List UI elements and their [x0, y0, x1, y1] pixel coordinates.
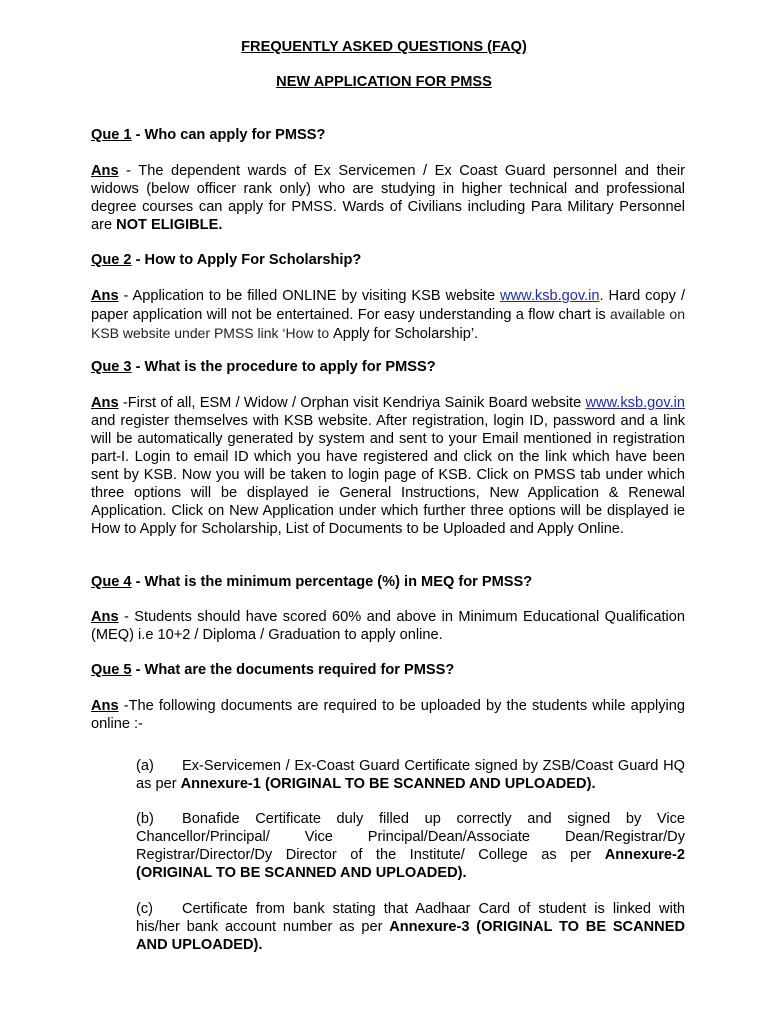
question-text: What is the minimum percentage (%) in MEQ for PMSS?: [144, 574, 533, 590]
question-label: Que 2: [91, 252, 132, 268]
answer-4: Ans - Students should have scored 60% and above in Minimum Educational Qualification (MEQ) i.e 10+2 / Diploma / Graduation to apply online.: [91, 609, 685, 643]
question-2: Que 2 - How to Apply For Scholarship?: [91, 252, 362, 268]
document-subtitle: NEW APPLICATION FOR PMSS: [276, 74, 492, 90]
answer-label: Ans: [91, 163, 119, 179]
question-5: Que 5 - What are the documents required for PMSS?: [91, 662, 455, 678]
answer-label: Ans: [91, 698, 119, 714]
answer-1: Ans - The dependent wards of Ex Servicemen / Ex Coast Guard personnel and their widows (below officer rank only) who are studying in higher technical and professional degree courses can apply for PMSS. Wards of Civilians including Para Military Personnel are NOT ELIGIBLE.: [91, 163, 685, 233]
item-marker: (c): [136, 901, 154, 917]
annexure-2-note: Annexure-2 (ORIGINAL TO BE SCANNED AND UPLOADED).: [136, 847, 685, 881]
question-text: How to Apply For Scholarship?: [144, 252, 362, 268]
answer-label: Ans: [91, 288, 119, 304]
annexure-1-note: Annexure-1 (ORIGINAL TO BE SCANNED AND UPLOADED).: [180, 776, 596, 792]
ksb-website-link[interactable]: www.ksb.gov.in: [500, 288, 600, 304]
answer-label: Ans: [91, 609, 119, 625]
answer-label: Ans: [91, 395, 119, 411]
not-eligible-emphasis: NOT ELIGIBLE.: [116, 217, 223, 233]
question-1: Que 1 - Who can apply for PMSS?: [91, 127, 326, 143]
question-4: Que 4 - What is the minimum percentage (%) in MEQ for PMSS?: [91, 574, 533, 590]
document-title: FREQUENTLY ASKED QUESTIONS (FAQ): [241, 39, 527, 55]
item-marker: (a): [136, 758, 154, 774]
item-marker: (b): [136, 811, 154, 827]
question-text: What is the procedure to apply for PMSS?: [144, 359, 436, 375]
document-item-a: (a) Ex-Servicemen / Ex-Coast Guard Certificate signed by ZSB/Coast Guard HQ as per Annexure-1 (ORIGINAL TO BE SCANNED AND UPLOADED).: [136, 758, 685, 792]
annexure-3-note: Annexure-3 (ORIGINAL TO BE SCANNED AND UPLOADED).: [136, 919, 685, 953]
answer-2: Ans - Application to be filled ONLINE by visiting KSB website www.ksb.gov.in. Hard copy / paper application will not be entertained. For easy understanding a flow chart is available on KSB website under PMSS link ‘How to Apply for Scholarship’.: [91, 288, 685, 342]
question-label: Que 5: [91, 662, 132, 678]
question-label: Que 3: [91, 359, 132, 375]
document-item-b: (b) Bonafide Certificate duly filled up correctly and signed by Vice Chancellor/Principal/ Vice Principal/Dean/Associate Dean/Registrar/Dy Registrar/Director/Dy Director of the Institute/ College as per Annexure-2 (ORIGINAL TO BE SCANNED AND UPLOADED).: [136, 811, 685, 881]
question-label: Que 1: [91, 127, 132, 143]
answer-3: Ans -First of all, ESM / Widow / Orphan visit Kendriya Sainik Board website www.ksb.gov.in and register themselves with KSB website. After registration, login ID, password and a link will be automatically generated by system and sent to your Email mentioned in registration part-I. Login to email ID which you have registered and click on the link which have been sent by KSB. Now you will be taken to login page of KSB. Click on PMSS tab under which three options will be displayed ie General Instructions, New Application & Renewal Application. Click on New Application under which further three options will be displayed ie How to Apply for Scholarship, List of Documents to be Uploaded and Apply Online.: [91, 395, 685, 537]
question-label: Que 4: [91, 574, 132, 590]
document-item-c: (c) Certificate from bank stating that Aadhaar Card of student is linked with his/her bank account number as per Annexure-3 (ORIGINAL TO BE SCANNED AND UPLOADED).: [136, 901, 685, 953]
question-text: What are the documents required for PMSS?: [144, 662, 455, 678]
question-3: Que 3 - What is the procedure to apply for PMSS?: [91, 359, 436, 375]
answer-5: Ans -The following documents are required to be uploaded by the students while applying online :-: [91, 698, 685, 732]
ksb-website-link[interactable]: www.ksb.gov.in: [585, 395, 685, 411]
question-text: Who can apply for PMSS?: [144, 127, 326, 143]
